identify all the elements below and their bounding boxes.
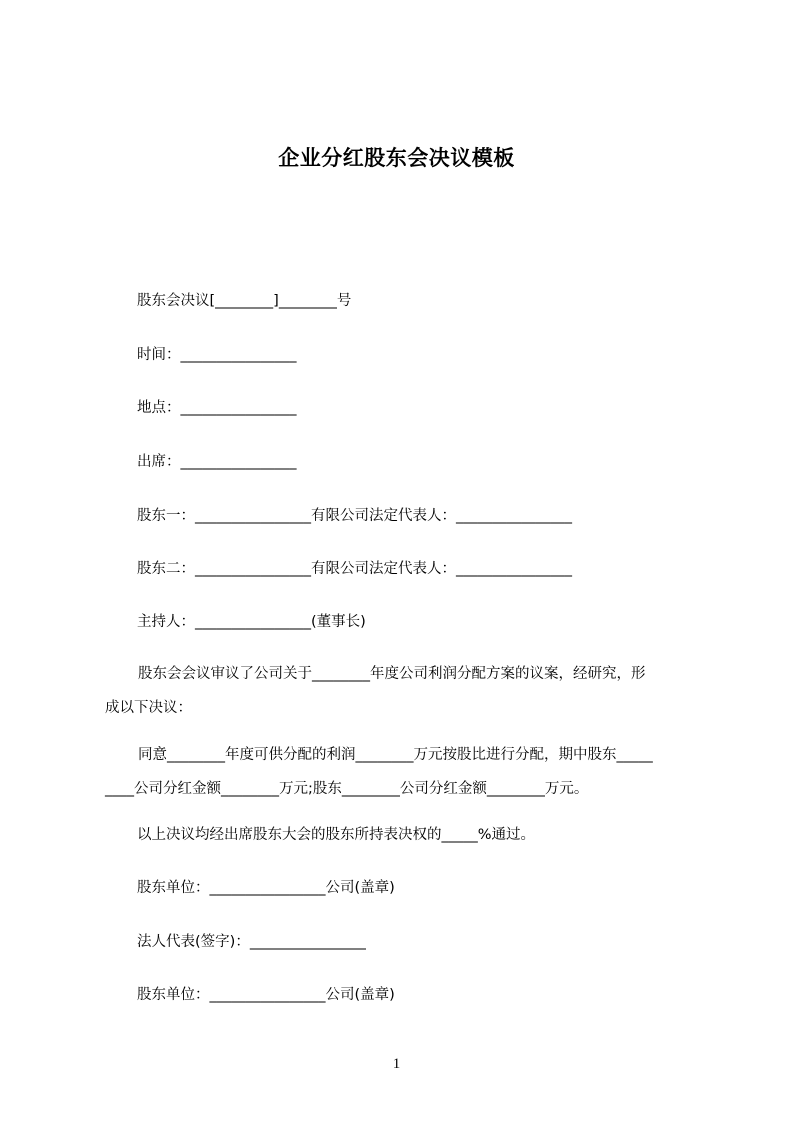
- approval-line: 以上决议均经出席股东大会的股东所持表决权的_____%通过。: [137, 827, 536, 843]
- time-line: 时间：________________: [137, 347, 297, 363]
- shareholder-unit-one-line: 股东单位：________________公司(盖章): [137, 880, 395, 896]
- host-line: 主持人：________________(董事长): [137, 614, 366, 630]
- agree-paragraph-line-2: ____公司分红金额________万元;股东________公司分红金额________万元。: [105, 781, 589, 797]
- review-paragraph-line-1: 股东会会议审议了公司关于________年度公司利润分配方案的议案，经研究，形: [138, 666, 646, 682]
- shareholder-two-line: 股东二：________________有限公司法定代表人：________________: [137, 561, 572, 577]
- page-number: 1: [392, 1056, 401, 1072]
- shareholder-unit-two-line: 股东单位：________________公司(盖章): [137, 987, 395, 1003]
- review-paragraph-line-2: 成以下决议：: [105, 700, 192, 716]
- document-title: 企业分红股东会决议模板: [278, 146, 515, 170]
- agree-paragraph-line-1: 同意________年度可供分配的利润________万元按股比进行分配，期中股东_____: [138, 747, 653, 763]
- agree-paragraph: [105, 745, 705, 813]
- attendance-line: 出席：________________: [137, 454, 297, 470]
- location-line: 地点：________________: [137, 400, 297, 416]
- legal-representative-line: 法人代表(签字)：________________: [137, 934, 366, 950]
- shareholder-one-line: 股东一：________________有限公司法定代表人：________________: [137, 508, 572, 524]
- review-paragraph: [105, 664, 705, 732]
- resolution-number-line: 股东会决议[________]________号: [137, 293, 352, 309]
